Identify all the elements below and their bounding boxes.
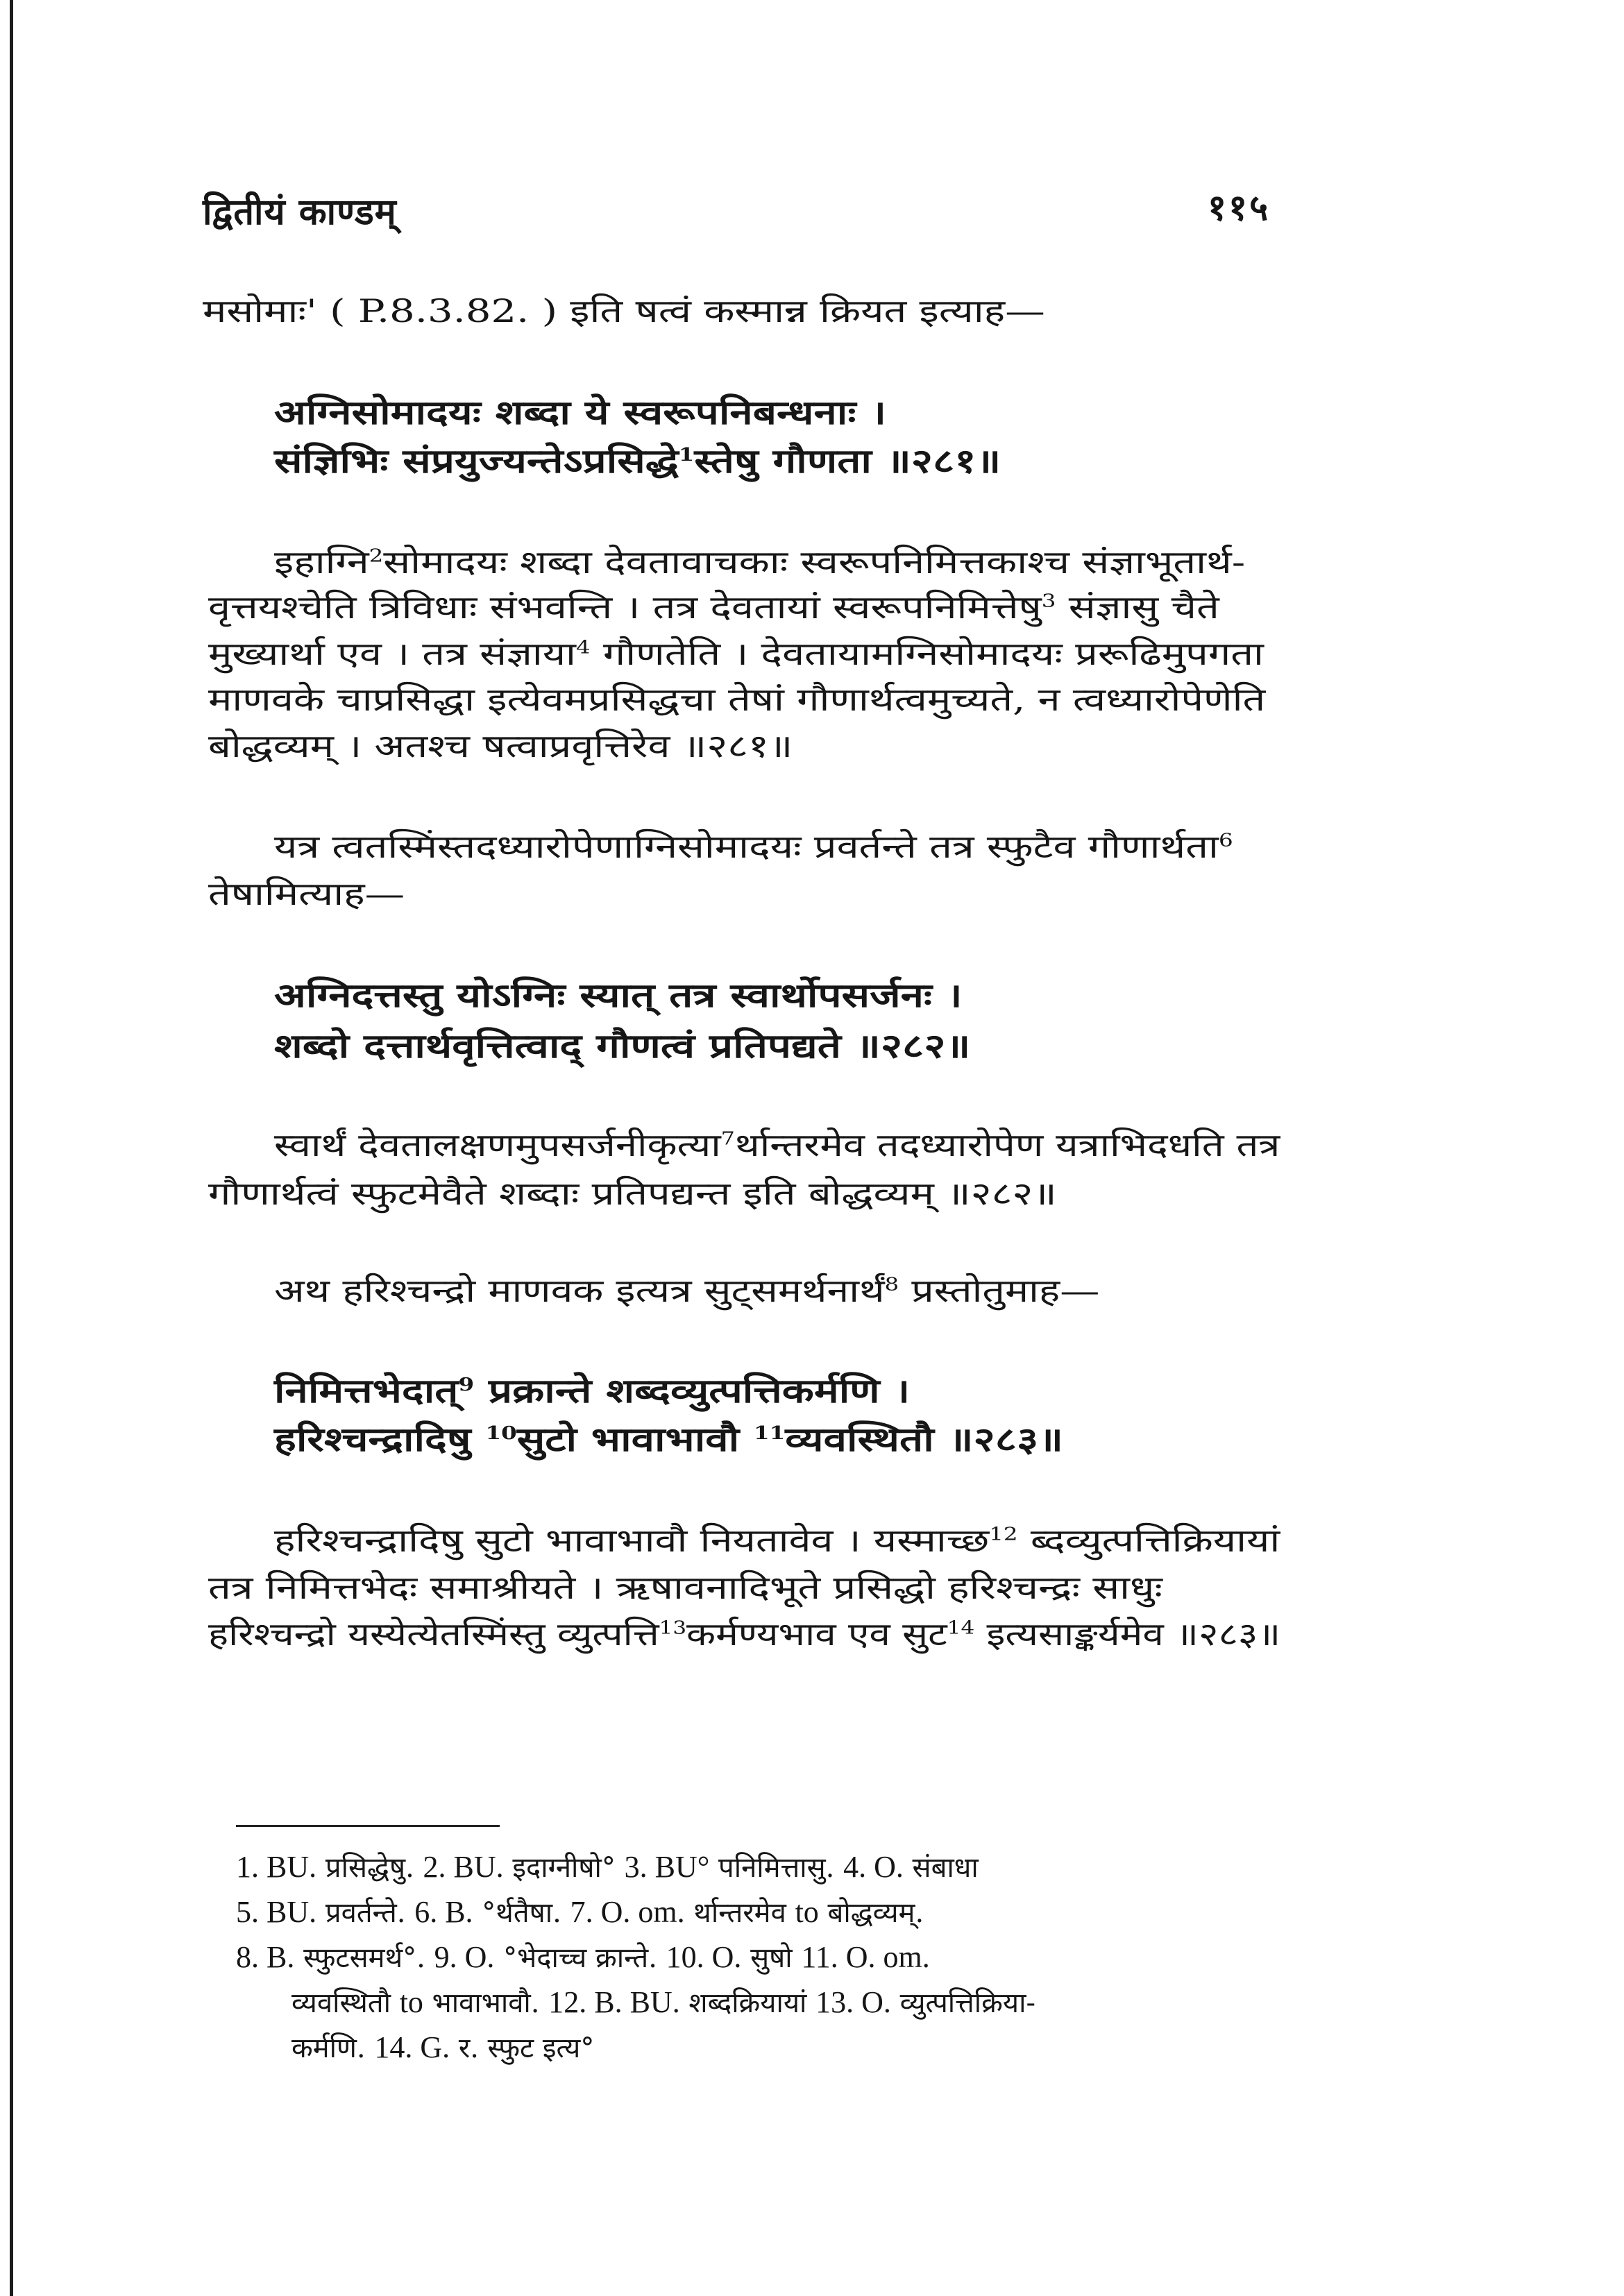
verse-line <box>274 392 886 434</box>
footnote-ref: 8. B. <box>236 1940 295 1974</box>
commentary-line <box>208 633 1264 674</box>
line-text: सोमादयः शब्दा देवतावाचकाः स्वरूपनिमित्तकाश्च संज्ञाभूतार्थ- <box>383 543 1246 581</box>
footnote-line <box>291 1984 1035 2021</box>
line-text: माणवके चाप्रसिद्धा इत्येवमप्रसिद्धचा तेषां गौणार्थत्वमुच्यते, न त्वध्यारोपेणेति <box>208 681 1266 718</box>
footnote-marker: 6 <box>1218 830 1233 851</box>
footnote-ref: 7. O. om. <box>570 1895 685 1929</box>
line-text: र्थान्तरमेव तदध्यारोपेण यत्राभिदधति तत्र <box>734 1126 1280 1164</box>
footnote-text: प्रसिद्धेषु. <box>316 1852 423 1884</box>
commentary-line <box>208 1567 1162 1608</box>
line-text: प्रक्रान्ते शब्दव्युत्पत्तिकर्मणि । <box>474 1372 911 1411</box>
footnote-ref: 11. O. om. <box>801 1940 930 1974</box>
footnote-text: व्युत्पत्तिक्रिया- <box>890 1987 1035 2019</box>
footnote-ref: 1. BU. <box>236 1850 317 1884</box>
line-text: गौणार्थत्वं स्फुटमेवैते शब्दाः प्रतिपद्यन्त इति बोद्धव्यम् ॥२८२॥ <box>208 1175 1057 1212</box>
footnote-ref: 5. BU. <box>236 1895 317 1929</box>
commentary-line <box>274 1520 1280 1561</box>
footnote-text: सुषो <box>741 1942 802 1974</box>
commentary-line <box>208 679 1265 720</box>
commentary-line <box>274 541 1245 583</box>
footnote-ref: 9. O. <box>434 1940 495 1974</box>
line-text: इत्यसाङ्कर्यमेव ॥२८३॥ <box>974 1615 1281 1653</box>
footnote-rule <box>236 1825 500 1827</box>
footnote-text: कर्मणि. <box>291 2032 375 2064</box>
commentary-line <box>208 1173 1057 1214</box>
commentary-line <box>274 1124 1280 1166</box>
footnote-text: व्यवस्थितौ <box>291 1987 400 2019</box>
footnote-ref: to <box>399 1985 423 2019</box>
line-text: मुख्यार्था एव । तत्र संज्ञाया <box>208 635 576 672</box>
verse-line <box>274 1370 910 1412</box>
footnote-marker: 7 <box>720 1128 735 1150</box>
line-text: स्वार्थं देवतालक्षणमुपसर्जनीकृत्या <box>274 1126 721 1164</box>
footnote-marker: 3 <box>1041 590 1056 612</box>
commentary-line <box>274 826 1233 867</box>
line-text: यत्र त्वतस्मिंस्तदध्यारोपेणाग्निसोमादयः प्रवर्तन्ते तत्र स्फुटैव गौणार्थता <box>274 828 1219 865</box>
footnote-ref: 10. O. <box>666 1940 742 1974</box>
line-text: अग्निसोमादयः शब्दा ये स्वरूपनिबन्धनाः । <box>274 393 887 432</box>
line-text: संज्ञिभिः संप्रयुज्यन्तेऽप्रसिद्धे <box>274 442 679 481</box>
line-text: अग्निदत्तस्तु योऽग्निः स्यात् तत्र स्वार्थोपसर्जनः । <box>274 976 963 1015</box>
line-text: व्यवस्थितौ ॥२८३॥ <box>785 1420 1064 1459</box>
footnote-ref: 2. BU. <box>423 1850 504 1884</box>
commentary-line <box>208 586 1219 628</box>
line-text: अथ हरिश्चन्द्रो माणवक इत्यत्र सुट्समर्थनार्थं <box>274 1272 885 1309</box>
footnote-text: इदाग्नीषो° <box>503 1852 625 1884</box>
page-number: ११५ <box>1208 187 1271 229</box>
footnote-marker: 9 <box>458 1375 475 1395</box>
footnote-text: स्फुटसमर्थ°. <box>294 1942 434 1974</box>
footnote-marker: 8 <box>884 1274 899 1295</box>
commentary-line <box>274 1270 1099 1311</box>
footnote-marker: 12 <box>989 1524 1018 1545</box>
commentary-line <box>208 873 405 915</box>
footnote-text: र. स्फुट इत्य° <box>450 2032 595 2064</box>
line-text: इहाग्नि <box>274 543 369 581</box>
line-text: स्तेषु गौणता ॥२८१॥ <box>694 442 1001 481</box>
footnote-text: बोद्धव्यम्. <box>818 1897 924 1929</box>
commentary-line <box>208 725 793 767</box>
footnote-ref: 4. O. <box>843 1850 904 1884</box>
line-text: तेषामित्याह— <box>208 875 405 912</box>
footnote-text: भावाभावौ. <box>423 1987 549 2019</box>
verse-line <box>274 975 963 1017</box>
footnote-text: शब्दक्रियायां <box>679 1987 816 2019</box>
footnote-marker: 11 <box>754 1423 786 1444</box>
verse-line <box>274 441 1001 482</box>
commentary-line <box>203 290 1045 332</box>
line-text: सुटो भावाभावौ <box>516 1420 754 1459</box>
footnote-text: प्रवर्तन्ते. <box>316 1897 415 1929</box>
footnote-text: °र्थतैषा. <box>473 1897 570 1929</box>
footnote-marker: 10 <box>485 1423 517 1444</box>
footnote-marker: 1 <box>678 445 695 466</box>
footnote-text: र्थान्तरमेव <box>684 1897 795 1929</box>
line-text: शब्दो दत्तार्थवृत्तित्वाद् गौणत्वं प्रतिपद्यते ॥२८२॥ <box>274 1027 971 1066</box>
line-text: निमित्तभेदात् <box>274 1372 459 1411</box>
page-header-title: द्वितीयं काण्डम् <box>203 191 397 233</box>
footnote-text: पनिमित्तासु. <box>709 1852 844 1884</box>
footnote-line <box>291 2030 594 2066</box>
footnote-ref: 6. B. <box>414 1895 473 1929</box>
footnote-ref: 13. O. <box>815 1985 891 2019</box>
footnote-ref: 3. BU° <box>624 1850 710 1884</box>
line-text: ब्दव्युत्पत्तिक्रियायां <box>1017 1522 1280 1559</box>
footnote-marker: 14 <box>947 1617 975 1639</box>
footnote-text: °भेदाच्च क्रान्ते. <box>494 1942 666 1974</box>
line-text: गौणतेति । देवतायामग्निसोमादयः प्ररूढिमुपगता <box>590 635 1264 672</box>
verse-line <box>274 1026 970 1067</box>
commentary-line <box>208 1613 1280 1655</box>
footnote-ref: 14. G. <box>374 2030 450 2064</box>
footnote-line <box>236 1939 930 1976</box>
line-text: हरिश्चन्द्रादिषु सुटो भावाभावौ नियतावेव । यस्माच्छ <box>274 1522 990 1559</box>
line-text: हरिश्चन्द्रादिषु <box>274 1420 486 1459</box>
footnote-ref: to <box>795 1895 819 1929</box>
page-edge <box>10 0 13 2296</box>
footnote-marker: 13 <box>659 1617 687 1639</box>
line-text: वृत्तयश्चेति त्रिविधाः संभवन्ति । तत्र देवतायां स्वरूपनिमित्तेषु <box>208 588 1042 626</box>
line-text: मसोमाः' ( P.8.3.82. ) इति षत्वं कस्मान्न क्रियत इत्याह— <box>203 292 1045 330</box>
line-text: बोद्धव्यम् । अतश्च षत्वाप्रवृत्तिरेव ॥२८१॥ <box>208 727 793 765</box>
verse-line <box>274 1419 1063 1461</box>
line-text: कर्मण्यभाव एव सुट <box>686 1615 947 1653</box>
line-text: संज्ञासु चैते <box>1056 588 1219 626</box>
line-text: हरिश्चन्द्रो यस्येत्येतस्मिंस्तु व्युत्पत्ति <box>208 1615 659 1653</box>
line-text: तत्र निमित्तभेदः समाश्रीयते । ऋषावनादिभूते प्रसिद्धो हरिश्चन्द्रः साधुः <box>208 1569 1162 1606</box>
footnote-line <box>236 1894 924 1931</box>
footnote-marker: 2 <box>369 545 384 567</box>
footnote-marker: 4 <box>575 637 591 658</box>
line-text: प्रस्तोतुमाह— <box>899 1272 1100 1309</box>
footnote-line <box>236 1849 979 1886</box>
footnote-ref: 12. B. BU. <box>548 1985 680 2019</box>
footnote-text: संबाधा <box>903 1852 979 1884</box>
